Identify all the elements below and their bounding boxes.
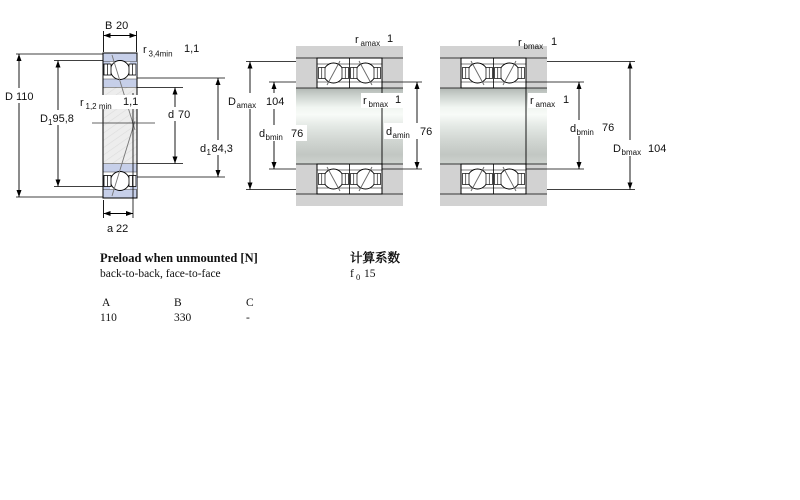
preload-heading: Preload when unmounted [N] (100, 251, 258, 265)
bearing-pair-bottom (461, 164, 526, 194)
dim-sub-dbmin: bmin (576, 128, 594, 137)
dim-value-rbmax: 1 (395, 94, 402, 106)
dim-label-rbmax: r (518, 37, 522, 49)
dim-value-D1: 95,8 (52, 113, 74, 125)
dim-sub-Damax: amax (236, 101, 257, 110)
dim-sub-rbmax: bmax (368, 100, 389, 109)
dim-value-d1: 84,3 (211, 143, 233, 155)
dim-label-B: B (105, 20, 113, 32)
column-header-B: B (174, 297, 182, 309)
bearing-pair-bottom (317, 164, 382, 194)
dim-sub-ramax: amax (360, 39, 381, 48)
dim-value-ramax: 1 (563, 94, 570, 106)
dim-label-ramax: r (355, 34, 359, 46)
housing-bottom-band (296, 194, 403, 206)
housing-flank (440, 164, 461, 194)
dim-value-Damax: 104 (266, 96, 285, 108)
face-to-face-arrangement-diagram (440, 46, 547, 206)
dim-sub-r12: 1,2 min (85, 102, 112, 111)
preload-table (100, 251, 258, 324)
dim-label-r34: r (143, 44, 147, 56)
dim-sub-Dbmax: bmax (621, 148, 642, 157)
dim-value-a: 22 (116, 223, 129, 235)
dim-sub-ramax: amax (535, 100, 556, 109)
ball-bottom (111, 172, 130, 191)
preload-subheading: back-to-back, face-to-face (100, 268, 221, 280)
dim-label-Damax: D (228, 96, 236, 108)
dim-label-D1: D (40, 113, 48, 125)
dim-value-D: 110 (16, 91, 34, 103)
dim-value-B: 20 (116, 20, 129, 32)
dim-value-r12: 1,1 (123, 96, 139, 108)
value-C: - (246, 312, 250, 324)
dim-label-rbmax: r (363, 95, 367, 107)
dim-sub-dbmin: bmin (265, 133, 283, 142)
dim-sub-r34: 3,4min (148, 49, 173, 59)
f0-sub: 0 (356, 272, 361, 282)
dim-sub-D1: 1 (48, 118, 53, 127)
dim-sub-damin: amin (392, 131, 410, 140)
calc-factors-heading: 计算系数 (350, 251, 401, 265)
bearing-pair-top (317, 58, 382, 88)
ball-top (111, 61, 130, 80)
f0-value: 15 (364, 268, 376, 280)
dim-value-r34: 1,1 (184, 43, 200, 55)
dim-label-damin: d (386, 126, 393, 138)
dim-label-dbmin: d (259, 128, 266, 140)
housing-flank (440, 58, 461, 88)
dim-value-dbmin: 76 (602, 122, 615, 134)
bearing-pair-top (461, 58, 526, 88)
column-header-A: A (102, 297, 111, 309)
column-header-C: C (246, 297, 254, 309)
dim-value-dbmin: 76 (291, 128, 304, 140)
dim-label-r12: r (80, 97, 84, 109)
calculation-factors (350, 250, 401, 282)
housing-top-band (296, 46, 403, 58)
dim-label-D: D (5, 91, 13, 103)
housing-flank (382, 58, 403, 88)
value-A: 110 (100, 312, 117, 324)
dim-sub-d1: 1 (206, 148, 211, 157)
dim-label-d1: d (200, 143, 207, 155)
housing-flank (296, 164, 317, 194)
housing-flank (382, 164, 403, 194)
dim-value-damin: 76 (420, 126, 433, 138)
dim-label-dbmin: d (570, 123, 577, 135)
dim-value-Dbmax: 104 (648, 143, 667, 155)
dim-label-a: a (107, 223, 114, 235)
dim-value-ramax: 1 (387, 33, 394, 45)
dim-label-d: d (168, 109, 175, 121)
value-B: 330 (174, 312, 192, 324)
dim-label-ramax: r (530, 95, 534, 107)
housing-flank (296, 58, 317, 88)
housing-flank (526, 164, 547, 194)
housing-flank (526, 58, 547, 88)
dim-sub-rbmax: bmax (523, 42, 544, 51)
dim-value-d: 70 (178, 109, 191, 121)
housing-bottom-band (440, 194, 547, 206)
dim-value-rbmax: 1 (551, 36, 558, 48)
f0-label: f (350, 268, 354, 280)
dim-label-Dbmax: D (613, 143, 621, 155)
